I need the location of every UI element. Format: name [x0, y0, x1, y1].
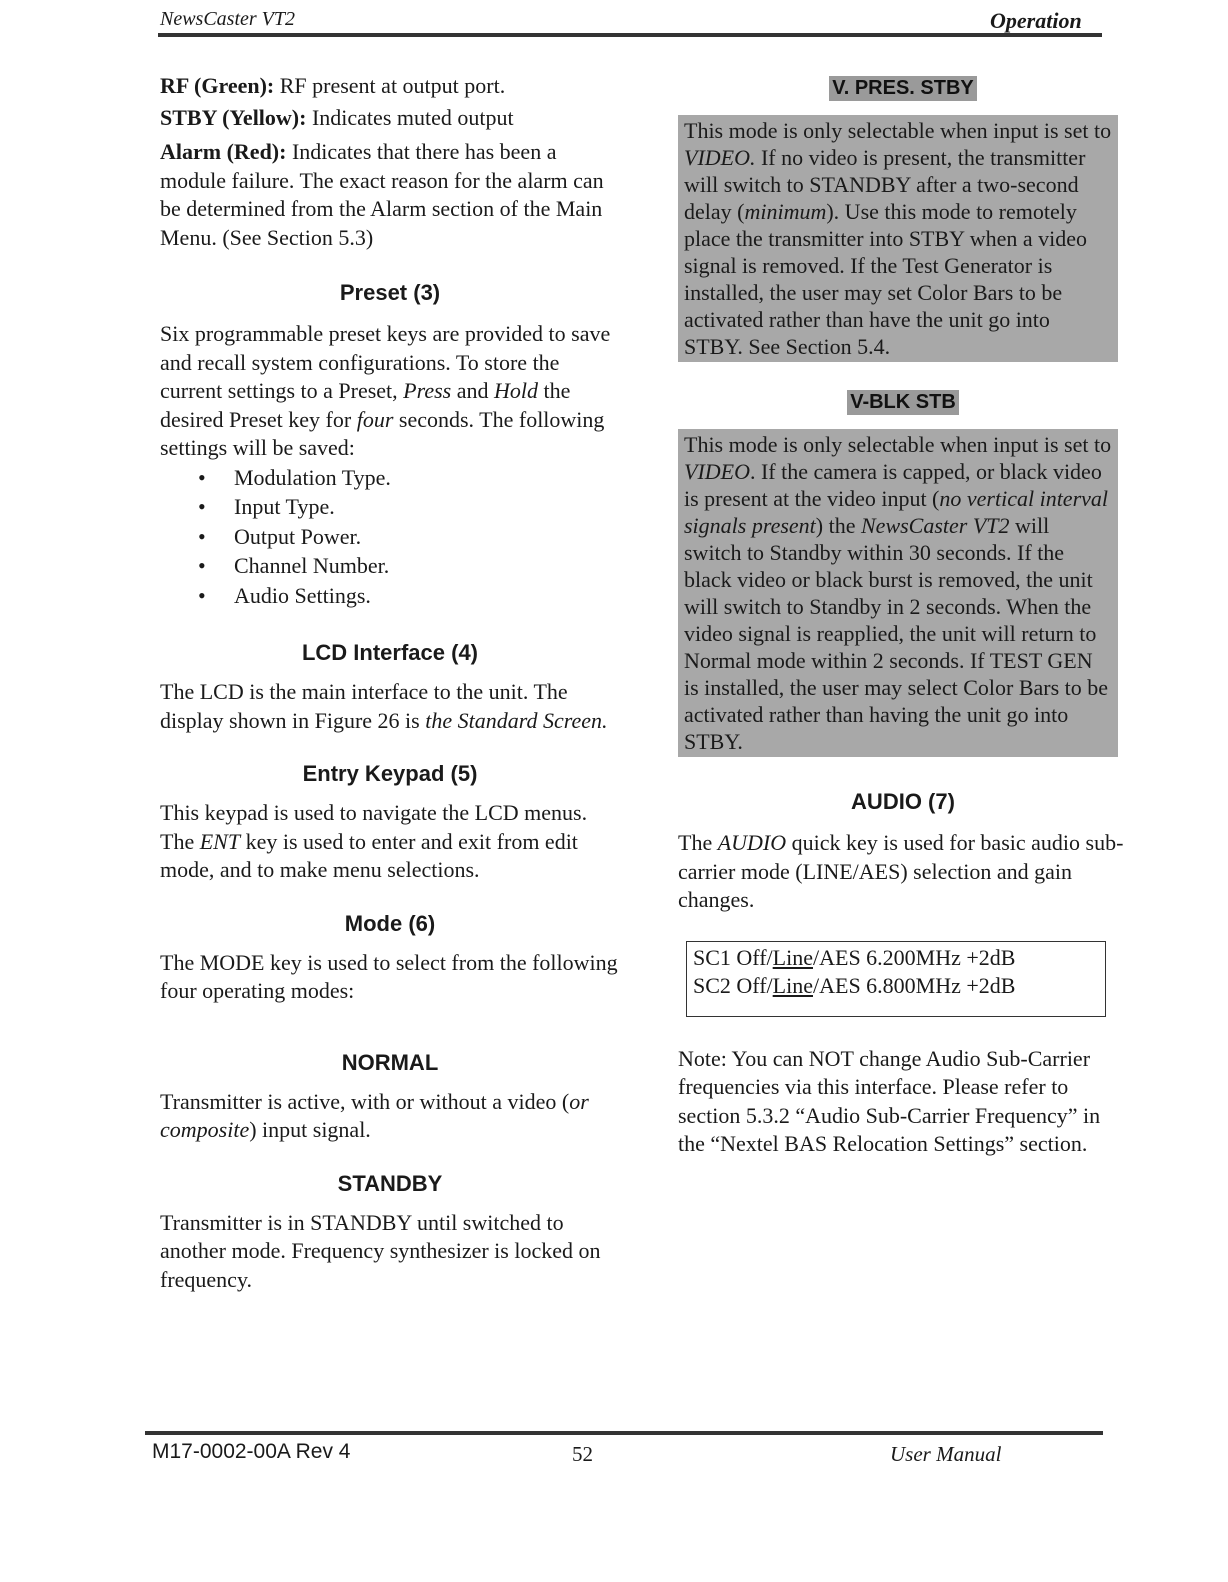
mode-description: The MODE key is used to select from the following four operating modes: — [160, 949, 618, 1003]
normal-mode-description: Transmitter is active, with or without a video (or composite) input signal. — [160, 1088, 589, 1142]
lcd-interface-description: The LCD is the main interface to the unit. The display shown in Figure 26 is the Standard Screen. — [160, 679, 608, 733]
footer-page-number: 52 — [572, 1442, 593, 1466]
audio-screen-line-sc2: SC2 Off/Line/AES 6.800MHz +2dB — [693, 972, 1016, 998]
audio-heading: AUDIO (7) — [851, 789, 955, 814]
entry-keypad-description: This keypad is used to navigate the LCD menus. The ENT key is used to enter and exit from edit mode, and to make menu selections. — [160, 800, 588, 882]
right-column — [678, 70, 1128, 1159]
audio-lcd-screen — [686, 941, 1106, 1017]
vblk-heading-wrap — [678, 390, 1128, 415]
vblk-stb-description: This mode is only selectable when input is set to VIDEO. If the camera is capped, or black video is present at the video input (no vertical interval signals present) the NewsCaster VT2 will switch to Standby within 30 seconds. If the black video or black burst is removed, the unit will switch to Standby in 2 seconds. When the video signal is reapplied, the unit will return to Normal mode within 2 seconds. If TEST GEN is installed, the user may select Color Bars to be activated rather than having the unit go into STBY. — [678, 429, 1118, 757]
vpres-stby-heading: V. PRES. STBY — [829, 76, 977, 101]
preset-settings-list — [160, 463, 620, 611]
footer-manual-title: User Manual — [890, 1442, 1002, 1466]
stby-led-description: STBY (Yellow): Indicates muted output — [160, 105, 514, 130]
preset-heading: Preset (3) — [339, 280, 441, 305]
standby-mode-heading: STANDBY — [337, 1170, 443, 1196]
standby-mode-description: Transmitter is in STANDBY until switched to another mode. Frequency synthesizer is locked on frequency. — [160, 1209, 601, 1292]
header-product-name: NewsCaster VT2 — [160, 8, 296, 30]
left-column — [160, 70, 620, 1294]
list-item: • Output Power. — [198, 522, 620, 552]
rf-led-description: RF (Green): RF present at output port. — [160, 73, 506, 98]
mode-heading: Mode (6) — [344, 910, 436, 936]
vblk-stb-heading: V-BLK STB — [847, 390, 959, 415]
entry-keypad-heading: Entry Keypad (5) — [302, 761, 478, 786]
normal-mode-heading: NORMAL — [341, 1049, 439, 1075]
list-item: • Channel Number. — [198, 551, 620, 581]
vpres-stby-description: This mode is only selectable when input is set to VIDEO. If no video is present, the transmitter will switch to STANDBY after a two-second delay (minimum). Use this mode to remotely place the transmitter into STBY when a video signal is removed. If the Test Generator is installed, the user may set Color Bars to be activated rather than have the unit go into STBY. See Section 5.4. — [678, 115, 1118, 362]
alarm-led-description: Alarm (Red): Indicates that there has been a module failure. The exact reason for the alarm can be determined from the Alarm section of the Main Menu. (See Section 5.3) — [160, 139, 604, 250]
list-item: • Modulation Type. — [198, 463, 620, 493]
list-item: • Input Type. — [198, 492, 620, 522]
vpres-heading-wrap — [678, 76, 1128, 101]
preset-description: Six programmable preset keys are provided to save and recall system configurations. To store the current settings to a Preset, Press and Hold the desired Preset key for four seconds. The following settings will be saved: — [160, 321, 611, 460]
list-item: • Audio Settings. — [198, 581, 620, 611]
header-section-title: Operation — [990, 8, 1082, 33]
audio-description: The AUDIO quick key is used for basic audio sub-carrier mode (LINE/AES) selection and gain changes. — [678, 830, 1124, 912]
footer-document-id: M17-0002-00A Rev 4 — [152, 1440, 351, 1463]
lcd-interface-heading: LCD Interface (4) — [301, 640, 479, 665]
header-rule — [158, 33, 1102, 37]
audio-note: Note: You can NOT change Audio Sub-Carrier frequencies via this interface. Please refer to section 5.3.2 “Audio Sub-Carrier Frequency” in the “Nextel BAS Relocation Settings” section. — [678, 1045, 1101, 1156]
audio-screen-line-sc1: SC1 Off/Line/AES 6.200MHz +2dB — [693, 944, 1016, 970]
footer-rule — [145, 1431, 1103, 1435]
